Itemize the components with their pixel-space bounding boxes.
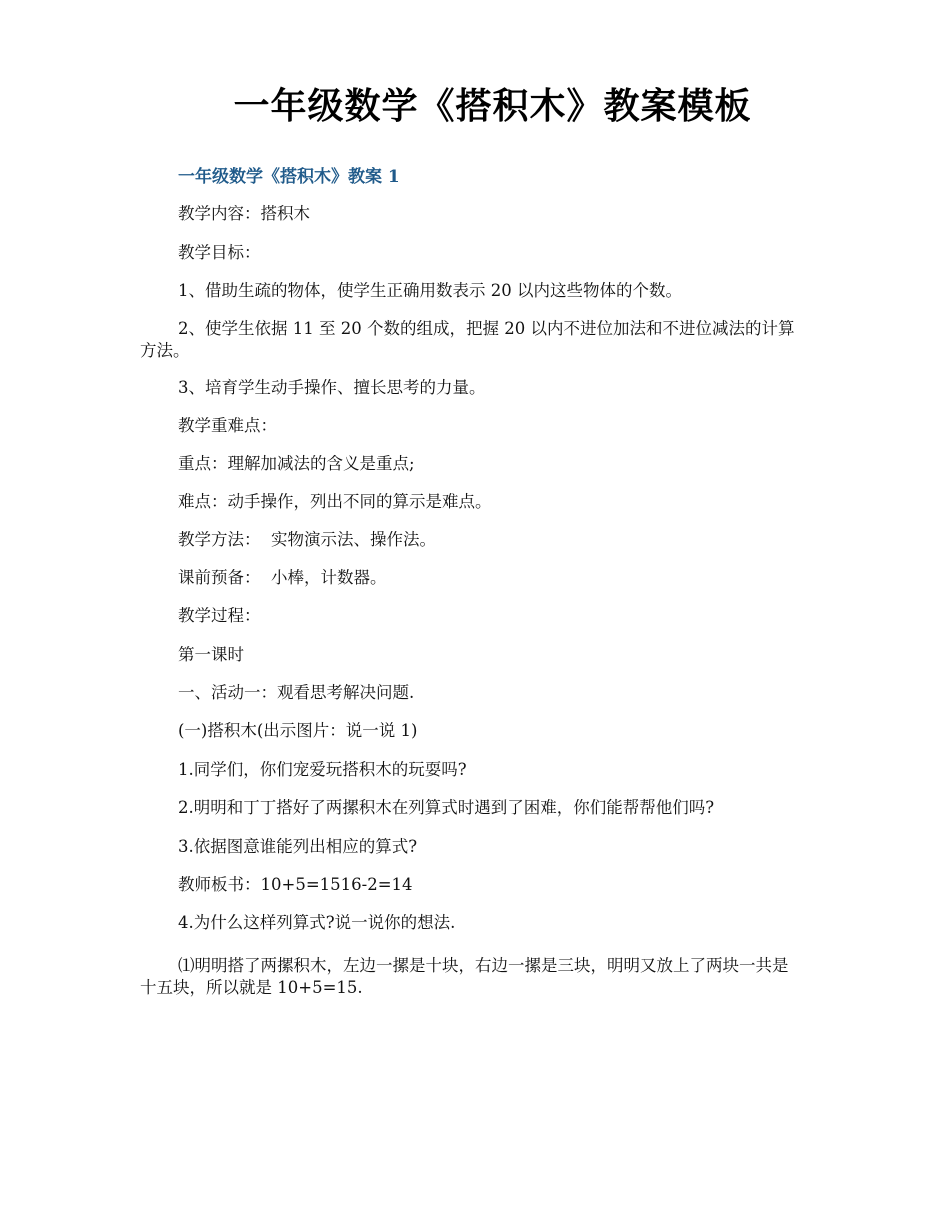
paragraph-activity-1: 一、活动一：观看思考解决问题.	[178, 683, 415, 702]
paragraph-process-label: 教学过程：	[178, 606, 261, 625]
section-heading: 一年级数学《搭积木》教案 1	[178, 167, 400, 187]
paragraph-goal-2: 2、使学生依据 11 至 20 个数的组成，把握 20 以内不进位加法和不进位减法的计算方法。	[140, 319, 795, 360]
paragraph-teaching-goals-label: 教学目标：	[178, 243, 261, 262]
paragraph-question-3: 3.依据图意谁能列出相应的算式?	[178, 837, 418, 856]
paragraph-goal-3: 3、培育学生动手操作、擅长思考的力量。	[178, 378, 486, 397]
paragraph-board-writing: 教师板书：10+5=1516-2=14	[178, 875, 413, 894]
paragraph-goal-1: 1、借助生疏的物体，使学生正确用数表示 20 以内这些物体的个数。	[178, 281, 682, 300]
paragraph-key-points-label: 教学重难点：	[178, 416, 277, 435]
paragraph-question-2: 2.明明和丁丁搭好了两摞积木在列算式时遇到了困难，你们能帮帮他们吗?	[178, 798, 715, 817]
paragraph-preparation: 课前预备： 小棒，计数器。	[178, 568, 387, 587]
paragraph-teaching-content: 教学内容：搭积木	[178, 204, 310, 223]
paragraph-difficult-point: 难点：动手操作，列出不同的算示是难点。	[178, 492, 492, 511]
paragraph-key-point: 重点：理解加减法的含义是重点;	[178, 454, 415, 473]
document-title: 一年级数学《搭积木》教案模板	[233, 85, 752, 127]
paragraph-building-blocks: (一)搭积木(出示图片：说一说 1)	[178, 721, 418, 740]
paragraph-question-1: 1.同学们，你们宠爱玩搭积木的玩耍吗?	[178, 760, 467, 779]
paragraph-explanation-1: ⑴明明搭了两摞积木，左边一摞是十块，右边一摞是三块，明明又放上了两块一共是十五块，所以就是 10+5=15.	[140, 956, 789, 997]
paragraph-question-4: 4.为什么这样列算式?说一说你的想法.	[178, 913, 456, 932]
paragraph-teaching-method: 教学方法： 实物演示法、操作法。	[178, 530, 436, 549]
paragraph-first-lesson: 第一课时	[178, 645, 244, 664]
